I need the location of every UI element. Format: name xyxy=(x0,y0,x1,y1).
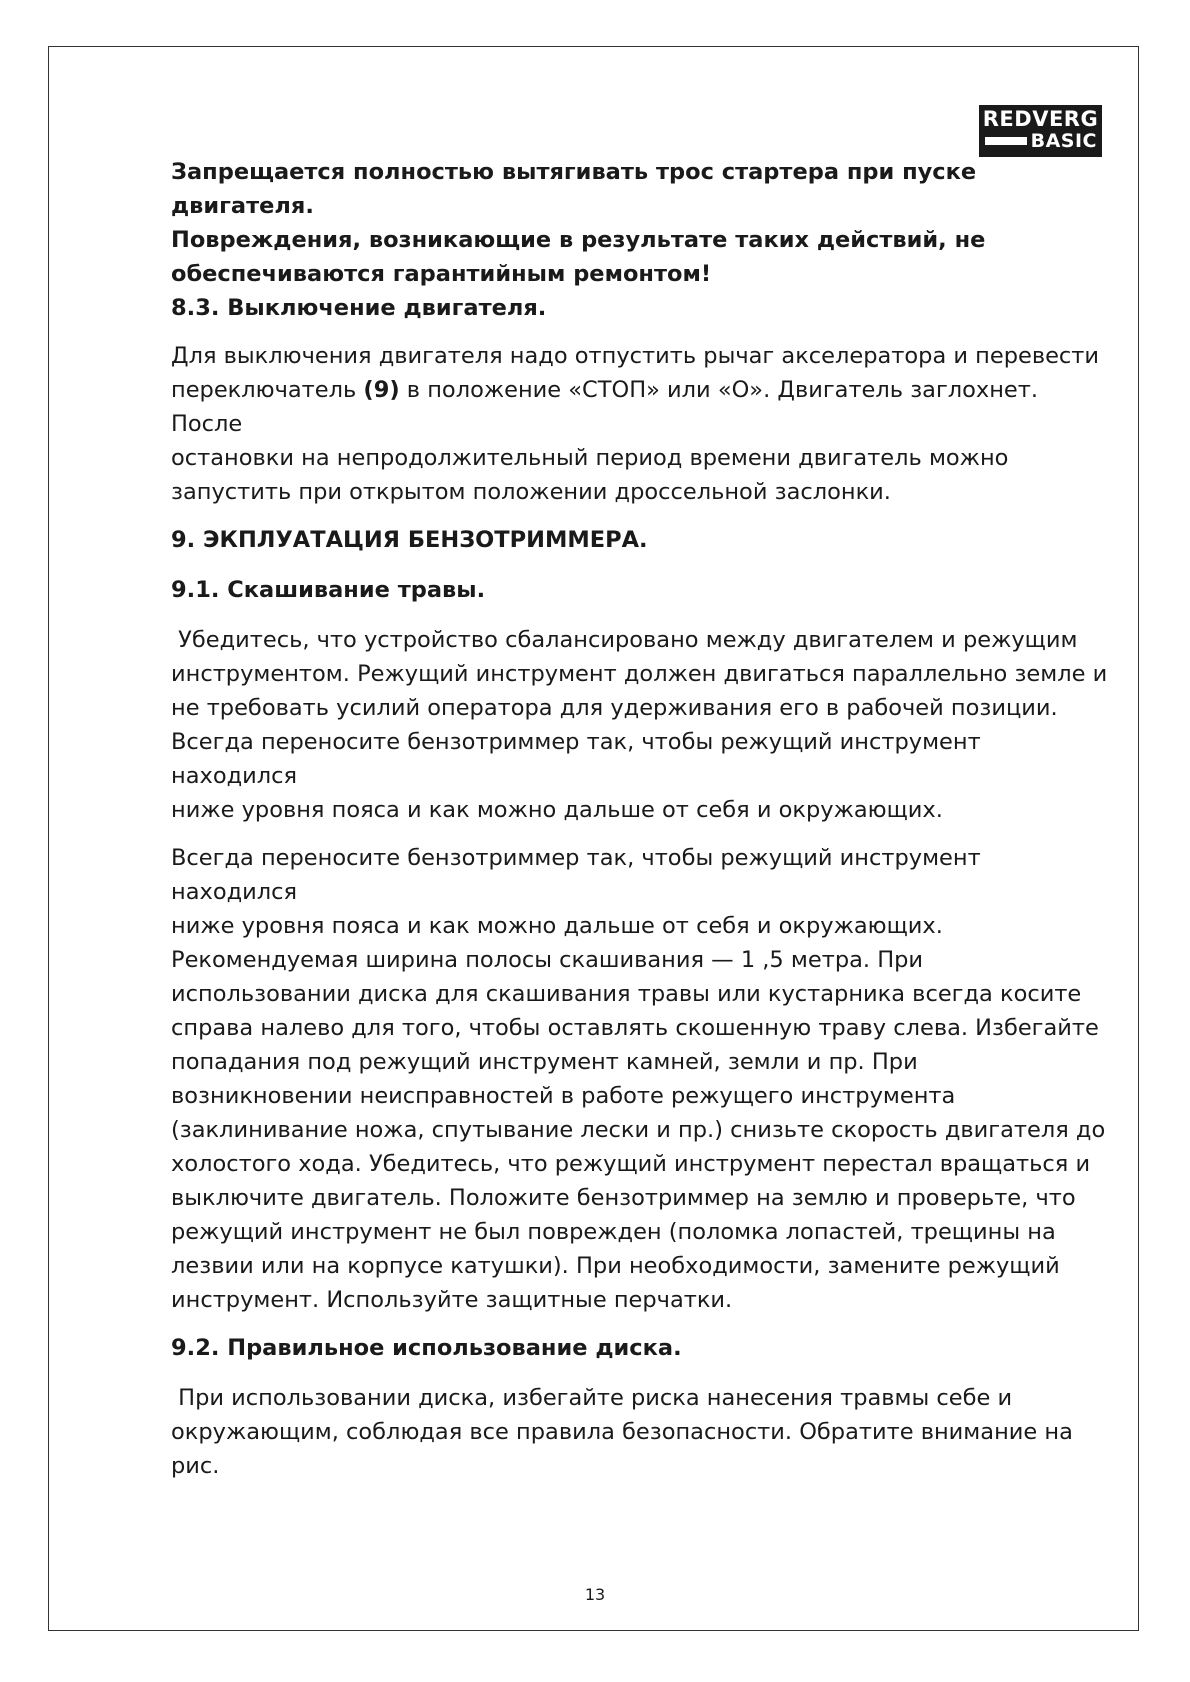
logo-text-redverg: REDVERG xyxy=(982,107,1099,131)
text-line: справа налево для того, чтобы оставлять скошенную траву слева. Избегайте xyxy=(171,1015,1099,1041)
brand-logo xyxy=(979,105,1102,157)
text-line: попадания под режущий инструмент камней, земли и пр. При xyxy=(171,1049,918,1075)
warning-line: обеспечиваются гарантийным ремонтом! xyxy=(171,261,712,287)
section-8-3-heading: 8.3. Выключение двигателя. xyxy=(171,295,547,321)
text-line: ниже уровня пояса и как можно дальше от себя и окружающих. xyxy=(171,797,943,823)
section-9-1-paragraph-1 xyxy=(171,623,1111,827)
logo-text-basic: BASIC xyxy=(1030,130,1097,152)
section-9-2-paragraph xyxy=(171,1381,1111,1483)
text-line: выключите двигатель. Положите бензотриммер на землю и проверьте, что xyxy=(171,1185,1076,1211)
text-line: запустить при открытом положении дроссельной заслонки. xyxy=(171,479,891,505)
section-8-3-paragraph xyxy=(171,339,1111,509)
text-span: в положение «СТОП» или «О». Двигатель заглохнет. После xyxy=(171,377,1039,437)
warning-line: Повреждения, возникающие в результате таких действий, не xyxy=(171,227,986,253)
text-line: Всегда переносите бензотриммер так, чтобы режущий инструмент находился xyxy=(171,845,981,905)
text-line: При использовании диска, избегайте риска нанесения травмы себе и xyxy=(171,1385,1013,1411)
text-line: лезвии или на корпусе катушки). При необходимости, замените режущий xyxy=(171,1253,1060,1279)
page-number: 13 xyxy=(584,1585,606,1604)
section-9-2-heading: 9.2. Правильное использование диска. xyxy=(171,1335,682,1361)
text-line: Всегда переносите бензотриммер так, чтобы режущий инструмент находился xyxy=(171,729,981,789)
text-line: Для выключения двигателя надо отпустить рычаг акселератора и перевести xyxy=(171,343,1100,369)
text-line: инструментом. Режущий инструмент должен двигаться параллельно земле и xyxy=(171,661,1108,687)
text-line: не требовать усилий оператора для удерживания его в рабочей позиции. xyxy=(171,695,1058,721)
section-9-heading: 9. ЭКПЛУАТАЦИЯ БЕНЗОТРИММЕРА. xyxy=(171,527,648,553)
switch-ref-number: (9) xyxy=(363,377,400,403)
logo-bar xyxy=(985,137,1027,145)
text-line: использовании диска для скашивания травы или кустарника всегда косите xyxy=(171,981,1082,1007)
text-line: (заклинивание ножа, спутывание лески и пр.) снизьте скорость двигателя до xyxy=(171,1117,1106,1143)
text-line: остановки на непродолжительный период времени двигатель можно xyxy=(171,445,1009,471)
text-line: Убедитесь, что устройство сбалансировано между двигателем и режущим xyxy=(171,627,1078,653)
text-span: переключатель xyxy=(171,377,364,403)
text-line: окружающим, соблюдая все правила безопасности. Обратите внимание на xyxy=(171,1419,1073,1445)
text-line: возникновении неисправностей в работе режущего инструмента xyxy=(171,1083,956,1109)
text-line: холостого хода. Убедитесь, что режущий инструмент перестал вращаться и xyxy=(171,1151,1091,1177)
section-9-1-heading: 9.1. Скашивание травы. xyxy=(171,577,486,603)
text-line: Рекомендуемая ширина полосы скашивания — 1 ,5 метра. При xyxy=(171,947,924,973)
text-line: рис. xyxy=(171,1453,220,1479)
text-line: режущий инструмент не был поврежден (поломка лопастей, трещины на xyxy=(171,1219,1056,1245)
text-line: инструмент. Используйте защитные перчатки. xyxy=(171,1287,733,1313)
warning-line: Запрещается полностью вытягивать трос стартера при пуске двигателя. xyxy=(171,159,977,219)
section-9-1-paragraph-2 xyxy=(171,841,1111,1317)
page-content xyxy=(171,155,1111,1497)
text-line: ниже уровня пояса и как можно дальше от себя и окружающих. xyxy=(171,913,943,939)
text-line xyxy=(171,373,1111,441)
